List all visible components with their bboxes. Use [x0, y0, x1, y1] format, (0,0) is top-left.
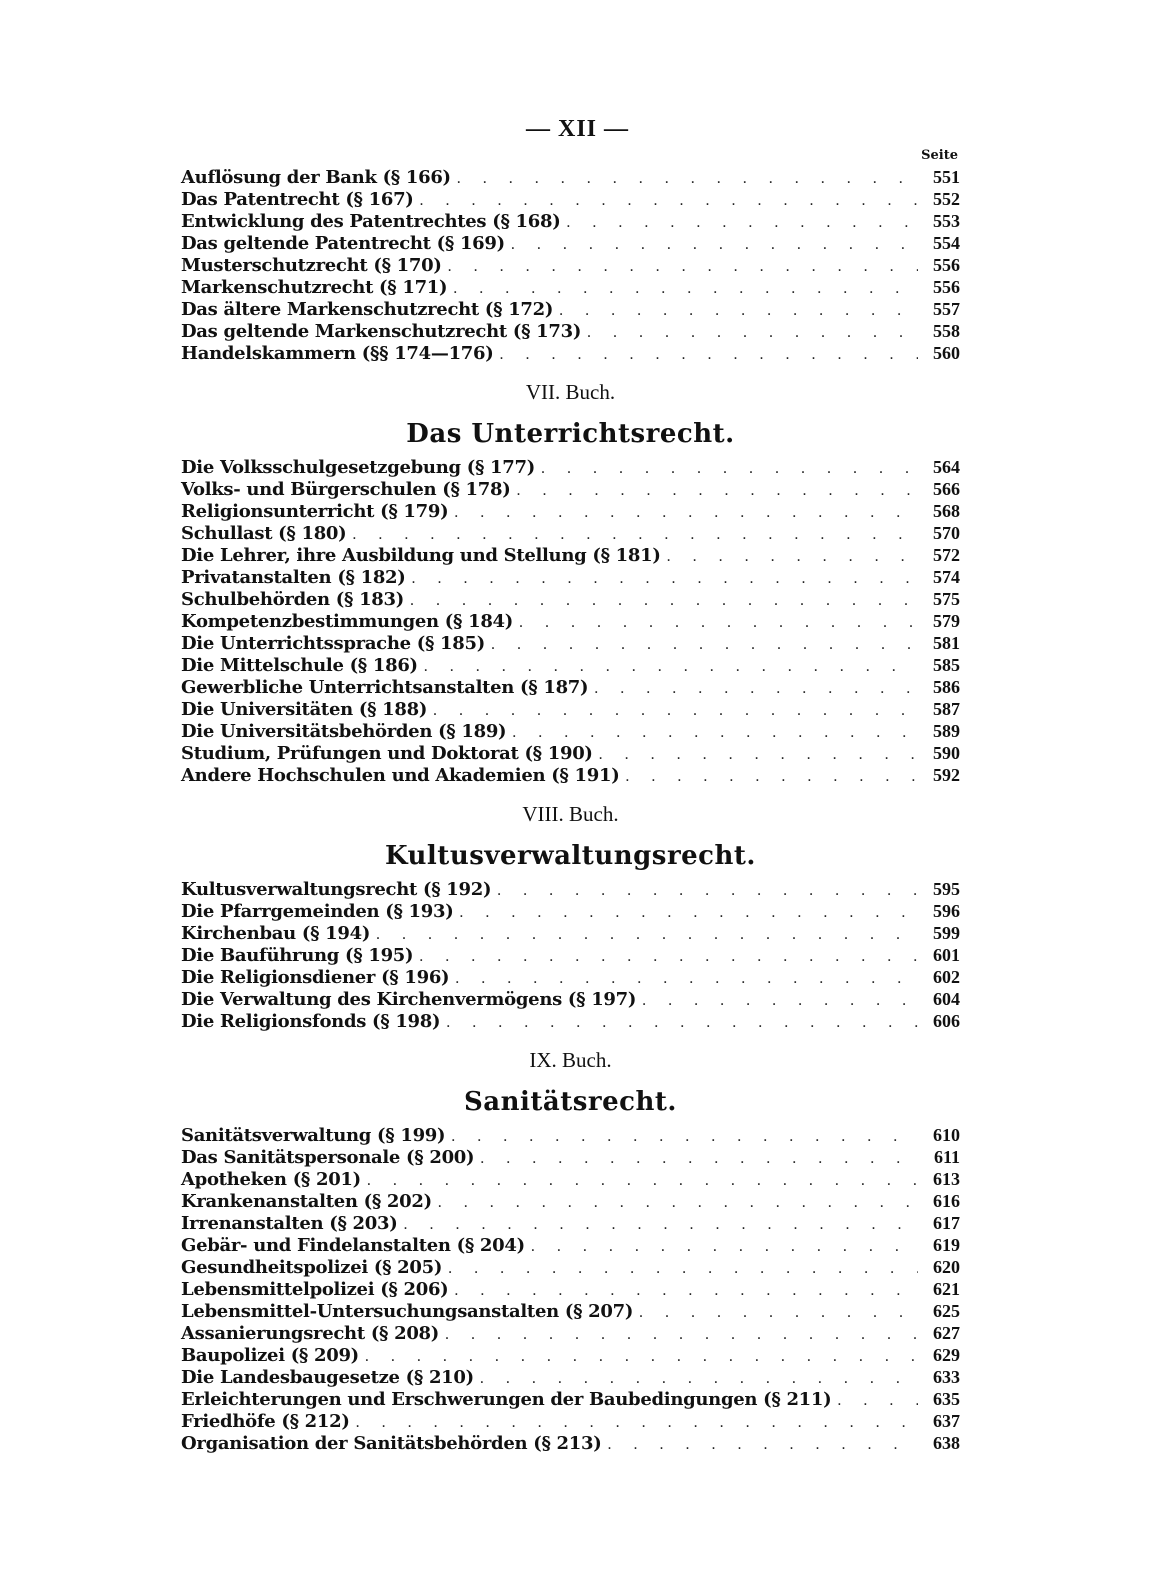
toc-entry-title: Gebär- und Findelanstalten (§ 204): [181, 1235, 525, 1256]
toc-entry: [181, 342, 960, 364]
dot-leader: [587, 322, 918, 344]
dot-leader: [446, 1012, 918, 1034]
dot-leader: [480, 1148, 918, 1170]
dot-leader: [376, 924, 918, 946]
toc-entry-page: 604: [933, 989, 960, 1009]
dot-leader: [367, 1170, 918, 1192]
dot-leader: [480, 1368, 918, 1390]
dot-leader: [454, 502, 918, 524]
book-title: Das Unterrichtsrecht.: [406, 419, 735, 449]
dot-leader: [625, 766, 918, 788]
toc-entry-title: Die Universitätsbehörden (§ 189): [181, 721, 507, 742]
dot-leader: [599, 744, 918, 766]
toc-entry-page: 621: [933, 1279, 960, 1299]
toc-entry: [181, 1322, 960, 1344]
book-heading: VIII. Buch.: [522, 802, 619, 826]
toc-entry-title: Kultusverwaltungsrecht (§ 192): [181, 879, 492, 900]
toc-entry-page: 595: [933, 879, 960, 899]
toc-section: [181, 166, 960, 364]
toc-entry: [181, 1168, 960, 1190]
dot-leader: [639, 1302, 918, 1324]
toc-entry-title: Die Lehrer, ihre Ausbildung und Stellung (§ 181): [181, 545, 661, 566]
toc-entry-page: 627: [933, 1323, 960, 1343]
toc-entry: [181, 1366, 960, 1388]
dot-leader: [453, 278, 918, 300]
toc-entry-page: 633: [933, 1367, 960, 1387]
toc-entry: [181, 522, 960, 544]
dot-leader: [516, 480, 918, 502]
seite-column-label: Seite: [921, 148, 958, 163]
toc-entry-page: 619: [933, 1235, 960, 1255]
book-title: Kultusverwaltungsrecht.: [385, 841, 756, 871]
dot-leader: [419, 946, 918, 968]
toc-entry-page: 558: [933, 321, 960, 341]
toc-entry-title: Lebensmittel-Untersuchungsanstalten (§ 207): [181, 1301, 634, 1322]
toc-entry-title: Religionsunterricht (§ 179): [181, 501, 449, 522]
toc-entry-title: Auflösung der Bank (§ 166): [181, 167, 451, 188]
toc-entry: [181, 900, 960, 922]
dot-leader: [541, 458, 918, 480]
toc-entry-title: Das Patentrecht (§ 167): [181, 189, 414, 210]
toc-entry: [181, 1190, 960, 1212]
toc-entry: [181, 456, 960, 478]
toc-entry: [181, 676, 960, 698]
toc-entry: [181, 944, 960, 966]
dot-leader: [667, 546, 918, 568]
toc-entry-title: Das Sanitätspersonale (§ 200): [181, 1147, 475, 1168]
toc-entry: [181, 1388, 960, 1410]
dot-leader: [403, 1214, 918, 1236]
toc-entry: [181, 878, 960, 900]
toc-entry-title: Schulbehörden (§ 183): [181, 589, 404, 610]
toc-entry: [181, 210, 960, 232]
toc-entry: [181, 1146, 960, 1168]
toc-entry-page: 625: [933, 1301, 960, 1321]
toc-entry: [181, 922, 960, 944]
toc-entry-title: Die Verwaltung des Kirchenvermögens (§ 197): [181, 989, 637, 1010]
toc-entry-page: 556: [933, 277, 960, 297]
toc-entry: [181, 276, 960, 298]
toc-section: [181, 1040, 960, 1454]
dot-leader: [559, 300, 918, 322]
toc-section: [181, 372, 960, 786]
toc-entry: [181, 544, 960, 566]
dot-leader: [531, 1236, 918, 1258]
toc-entry-page: 581: [933, 633, 960, 653]
toc-entry-page: 611: [933, 1147, 960, 1167]
toc-entry: [181, 1344, 960, 1366]
dot-leader: [433, 700, 918, 722]
book-heading: VII. Buch.: [525, 380, 616, 404]
toc-entry: [181, 988, 960, 1010]
dot-leader: [424, 656, 918, 678]
toc-entry-title: Assanierungsrecht (§ 208): [181, 1323, 440, 1344]
dot-leader: [448, 256, 918, 278]
dot-leader: [642, 990, 918, 1012]
toc-entry-title: Andere Hochschulen und Akademien (§ 191): [181, 765, 620, 786]
toc-entry-title: Sanitätsverwaltung (§ 199): [181, 1125, 446, 1146]
toc-entry-page: 602: [933, 967, 960, 987]
dot-leader: [420, 190, 918, 212]
toc-entry-title: Organisation der Sanitätsbehörden (§ 213): [181, 1433, 602, 1454]
toc-entry: [181, 1410, 960, 1432]
toc-entry: [181, 566, 960, 588]
table-of-contents-page: [181, 112, 960, 1454]
toc-sections: [181, 166, 960, 1454]
dot-leader: [566, 212, 918, 234]
toc-entry: [181, 720, 960, 742]
toc-entry-page: 610: [933, 1125, 960, 1145]
page-number: — XII —: [525, 116, 629, 142]
toc-entry-title: Gewerbliche Unterrichtsanstalten (§ 187): [181, 677, 589, 698]
toc-entry-page: 596: [933, 901, 960, 921]
dot-leader: [457, 168, 918, 190]
toc-entry-page: 564: [933, 457, 960, 477]
toc-entry: [181, 320, 960, 342]
toc-entry: [181, 232, 960, 254]
toc-entry-page: 599: [933, 923, 960, 943]
dot-leader: [837, 1390, 918, 1412]
dot-leader: [511, 234, 918, 256]
toc-entry-title: Das ältere Markenschutzrecht (§ 172): [181, 299, 554, 320]
toc-entry-page: 590: [933, 743, 960, 763]
toc-entry-page: 629: [933, 1345, 960, 1365]
dot-leader: [352, 524, 918, 546]
toc-entry-page: 586: [933, 677, 960, 697]
toc-entry: [181, 698, 960, 720]
toc-entry: [181, 742, 960, 764]
toc-entry-title: Die Religionsfonds (§ 198): [181, 1011, 441, 1032]
book-heading: IX. Buch.: [529, 1048, 612, 1072]
toc-entry: [181, 1010, 960, 1032]
toc-entry-page: 551: [933, 167, 960, 187]
toc-entry-title: Die Bauführung (§ 195): [181, 945, 414, 966]
toc-entry-title: Die Pfarrgemeinden (§ 193): [181, 901, 454, 922]
toc-entry-page: 613: [933, 1169, 960, 1189]
toc-entry: [181, 254, 960, 276]
dot-leader: [365, 1346, 918, 1368]
dot-leader: [512, 722, 918, 744]
toc-entry-page: 617: [933, 1213, 960, 1233]
toc-entry-page: 589: [933, 721, 960, 741]
toc-entry-title: Privatanstalten (§ 182): [181, 567, 406, 588]
toc-entry: [181, 188, 960, 210]
dot-leader: [491, 634, 918, 656]
toc-entry-page: 572: [933, 545, 960, 565]
toc-entry-page: 637: [933, 1411, 960, 1431]
toc-entry-title: Volks- und Bürgerschulen (§ 178): [181, 479, 511, 500]
dot-leader: [451, 1126, 918, 1148]
toc-entry-page: 574: [933, 567, 960, 587]
toc-entry-page: 553: [933, 211, 960, 231]
toc-entry: [181, 1124, 960, 1146]
dot-leader: [438, 1192, 918, 1214]
toc-entry-title: Handelskammern (§§ 174—176): [181, 343, 494, 364]
toc-entry: [181, 588, 960, 610]
toc-entry-title: Markenschutzrecht (§ 171): [181, 277, 448, 298]
toc-entry-title: Die Religionsdiener (§ 196): [181, 967, 450, 988]
toc-entry-title: Erleichterungen und Erschwerungen der Baubedingungen (§ 211): [181, 1389, 832, 1410]
book-title: Sanitätsrecht.: [464, 1087, 677, 1117]
toc-entry-title: Kompetenzbestimmungen (§ 184): [181, 611, 513, 632]
toc-entry-page: 606: [933, 1011, 960, 1031]
toc-entry-title: Die Unterrichtssprache (§ 185): [181, 633, 485, 654]
dot-leader: [497, 880, 918, 902]
toc-entry-title: Baupolizei (§ 209): [181, 1345, 359, 1366]
toc-entry-title: Entwicklung des Patentrechtes (§ 168): [181, 211, 561, 232]
toc-entry-page: 556: [933, 255, 960, 275]
toc-entry-page: 557: [933, 299, 960, 319]
toc-entry: [181, 298, 960, 320]
toc-entry: [181, 1256, 960, 1278]
dot-leader: [455, 968, 918, 990]
toc-entry-title: Die Universitäten (§ 188): [181, 699, 428, 720]
toc-entry-page: 638: [933, 1433, 960, 1453]
toc-entry-page: 570: [933, 523, 960, 543]
toc-entry-title: Musterschutzrecht (§ 170): [181, 255, 442, 276]
dot-leader: [594, 678, 918, 700]
toc-entry-title: Studium, Prüfungen und Doktorat (§ 190): [181, 743, 593, 764]
toc-entry-page: 620: [933, 1257, 960, 1277]
toc-entry: [181, 166, 960, 188]
dot-leader: [459, 902, 918, 924]
toc-entry: [181, 610, 960, 632]
toc-entry: [181, 654, 960, 676]
toc-entry-title: Das geltende Markenschutzrecht (§ 173): [181, 321, 582, 342]
toc-entry-title: Die Volksschulgesetzgebung (§ 177): [181, 457, 535, 478]
dot-leader: [412, 568, 919, 590]
toc-entry: [181, 1432, 960, 1454]
toc-entry-page: 554: [933, 233, 960, 253]
toc-entry-page: 587: [933, 699, 960, 719]
toc-section: [181, 794, 960, 1032]
toc-entry-title: Das geltende Patentrecht (§ 169): [181, 233, 505, 254]
toc-entry: [181, 1278, 960, 1300]
toc-entry-page: 568: [933, 501, 960, 521]
toc-entry-page: 601: [933, 945, 960, 965]
toc-entry-page: 579: [933, 611, 960, 631]
toc-entry-title: Krankenanstalten (§ 202): [181, 1191, 432, 1212]
dot-leader: [356, 1412, 918, 1434]
toc-entry: [181, 966, 960, 988]
toc-entry: [181, 1234, 960, 1256]
toc-entry: [181, 1300, 960, 1322]
toc-entry-title: Lebensmittelpolizei (§ 206): [181, 1279, 449, 1300]
toc-entry-title: Die Mittelschule (§ 186): [181, 655, 418, 676]
toc-entry: [181, 1212, 960, 1234]
toc-entry-title: Die Landesbaugesetze (§ 210): [181, 1367, 474, 1388]
toc-entry-page: 635: [933, 1389, 960, 1409]
toc-entry-title: Apotheken (§ 201): [181, 1169, 361, 1190]
dot-leader: [410, 590, 918, 612]
dot-leader: [445, 1324, 918, 1346]
toc-entry-title: Irrenanstalten (§ 203): [181, 1213, 398, 1234]
toc-entry-page: 616: [933, 1191, 960, 1211]
toc-entry-page: 592: [933, 765, 960, 785]
dot-leader: [607, 1434, 918, 1456]
toc-entry-page: 560: [933, 343, 960, 363]
toc-entry-title: Kirchenbau (§ 194): [181, 923, 371, 944]
toc-entry-page: 566: [933, 479, 960, 499]
toc-entry: [181, 632, 960, 654]
toc-entry-title: Schullast (§ 180): [181, 523, 347, 544]
dot-leader: [448, 1258, 918, 1280]
dot-leader: [499, 344, 918, 366]
toc-entry: [181, 478, 960, 500]
toc-entry-page: 575: [933, 589, 960, 609]
toc-entry: [181, 764, 960, 786]
dot-leader: [519, 612, 918, 634]
toc-entry-title: Friedhöfe (§ 212): [181, 1411, 350, 1432]
dot-leader: [454, 1280, 918, 1302]
toc-entry-page: 585: [933, 655, 960, 675]
toc-entry-page: 552: [933, 189, 960, 209]
toc-entry: [181, 500, 960, 522]
toc-entry-title: Gesundheitspolizei (§ 205): [181, 1257, 443, 1278]
